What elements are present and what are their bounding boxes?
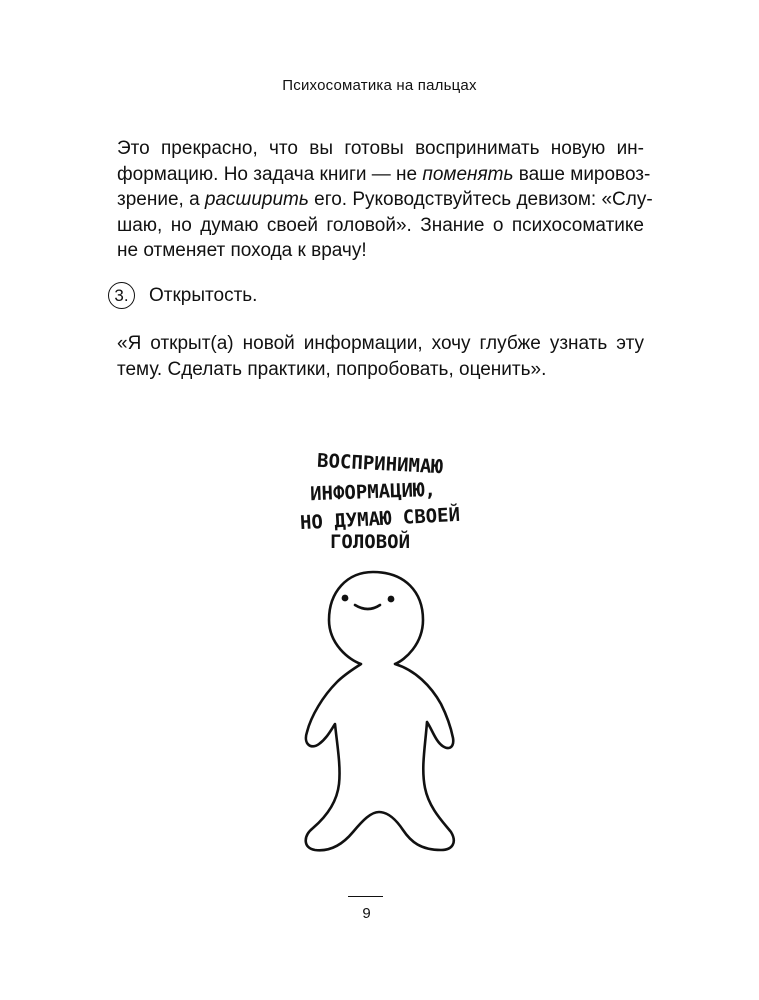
figure-outline	[306, 572, 454, 850]
paragraph-1-line-4: шаю, но думаю своей головой». Знание о психосоматике	[117, 214, 644, 236]
text-run: формацию. Но задача книги — не	[117, 163, 423, 185]
text-run: зрение, а	[117, 189, 205, 210]
text-run: ваше мировоз-	[513, 163, 651, 185]
list-item-openness	[108, 282, 257, 309]
running-head: Психосоматика на пальцах	[282, 77, 477, 94]
paragraph-2-line-2: тему. Сделать практики, попробовать, оценить».	[117, 358, 547, 380]
handwritten-caption-line-4: ГОЛОВОЙ	[329, 531, 411, 553]
emphasis-expand: расширить	[204, 189, 309, 210]
paragraph-2	[117, 331, 644, 382]
figure-right-eye	[388, 596, 395, 603]
list-number-circle: 3.	[108, 282, 135, 309]
paragraph-1	[117, 136, 653, 264]
figure-left-eye	[342, 595, 349, 602]
paragraph-1-line-1: Это прекрасно, что вы готовы воспринимать новую ин-	[117, 138, 644, 159]
list-item-label: Открытость.	[149, 284, 258, 306]
handwritten-caption-line-3: НО ДУМАЮ СВОЕЙ	[299, 503, 461, 535]
paragraph-2-line-1: «Я открыт(а) новой информации, хочу глубже узнать эту	[117, 333, 644, 354]
illustration-figure	[255, 438, 505, 878]
emphasis-change: поменять	[422, 163, 514, 185]
handwritten-caption-line-2: ИНФОРМАЦИЮ,	[309, 478, 437, 506]
handwritten-caption-line-1: ВОСПРИНИМАЮ	[316, 449, 444, 479]
text-run: его. Руководствуйтесь девизом: «Слу-	[308, 189, 653, 210]
page-number: 9	[362, 905, 371, 922]
paragraph-1-line-3	[117, 187, 653, 213]
paragraph-1-line-2	[117, 162, 651, 188]
paragraph-1-line-5: не отменяет похода к врачу!	[117, 240, 367, 261]
footer-rule	[348, 896, 383, 897]
figure-smile	[355, 605, 380, 609]
